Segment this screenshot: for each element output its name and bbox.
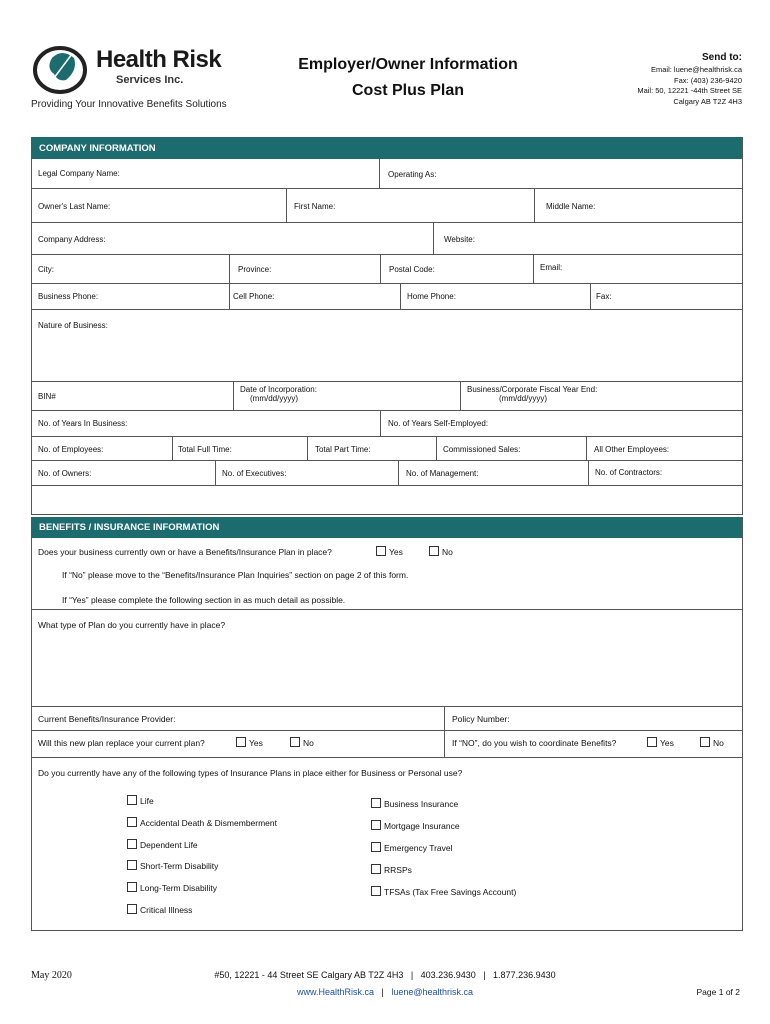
checkbox-icon [127, 860, 137, 870]
option-rrsps[interactable] [371, 864, 516, 886]
postal-code-field[interactable]: Postal Code: [389, 265, 435, 274]
management-field[interactable]: No. of Management: [406, 469, 479, 478]
option-std[interactable] [127, 860, 277, 882]
title-line-2: Cost Plus Plan [351, 82, 465, 99]
option-label: Emergency Travel [384, 843, 453, 853]
option-label: Dependent Life [140, 839, 198, 850]
option-business-insurance[interactable] [371, 798, 516, 820]
contractors-field[interactable]: No. of Contractors: [595, 468, 663, 477]
send-city: Calgary AB T2Z 4H3 [673, 96, 742, 106]
title-line-1: Employer/Owner Information [298, 56, 518, 73]
total-full-time-field[interactable]: Total Full Time: [178, 445, 232, 454]
footer-website-link[interactable]: www.HealthRisk.ca [296, 987, 374, 997]
employees-field[interactable]: No. of Employees: [38, 445, 104, 454]
replace-yes-label: Yes [249, 738, 263, 748]
incorporation-date-label: Date of Incorporation: [240, 385, 317, 394]
email-field[interactable]: Email: [540, 263, 563, 272]
logo-name: Health Risk [96, 46, 222, 73]
option-mortgage-insurance[interactable] [371, 820, 516, 842]
current-plan-no-label: No [442, 547, 453, 557]
option-ltd[interactable] [127, 882, 277, 904]
executives-field[interactable]: No. of Executives: [222, 469, 287, 478]
send-fax: Fax: (403) 236-9420 [674, 75, 742, 85]
checkbox-icon [371, 886, 381, 896]
option-label: Long-Term Disability [140, 883, 217, 894]
checkbox-icon [376, 546, 386, 556]
option-label: Mortgage Insurance [384, 821, 460, 831]
option-emergency-travel[interactable] [371, 842, 516, 864]
coordinate-question: If “NO”, do you wish to coordinate Benefits? [452, 738, 617, 748]
current-provider-field[interactable]: Current Benefits/Insurance Provider: [38, 714, 176, 724]
option-tfsas[interactable] [371, 886, 516, 908]
checkbox-icon [127, 904, 137, 914]
checkbox-icon [127, 795, 137, 805]
replace-no-label: No [303, 738, 314, 748]
footer-links [140, 987, 630, 997]
company-section-bar: COMPANY INFORMATION [31, 137, 742, 159]
option-label: TFSAs (Tax Free Savings Account) [384, 887, 517, 897]
if-yes-instruction: If “Yes” please complete the following section in as much detail as possible. [62, 595, 346, 605]
checkbox-icon [371, 820, 381, 830]
fiscal-year-end-label: Business/Corporate Fiscal Year End: [467, 385, 598, 394]
option-critical-illness[interactable] [127, 904, 277, 926]
checkbox-icon [647, 737, 657, 747]
right-options-list [371, 798, 516, 908]
left-options-list [127, 795, 277, 926]
option-label: Business Insurance [384, 799, 459, 809]
current-plan-no-checkbox[interactable] [429, 546, 453, 557]
tagline: Providing Your Innovative Benefits Solutions [31, 99, 227, 110]
owner-last-name-field[interactable]: Owner's Last Name: [38, 202, 111, 211]
current-plan-question: Does your business currently own or have a Benefits/Insurance Plan in place? [38, 547, 332, 557]
operating-as-field[interactable]: Operating As: [388, 170, 437, 179]
checkbox-icon [290, 737, 300, 747]
incorporation-date-field[interactable] [240, 385, 317, 403]
fiscal-year-end-format: (mm/dd/yyyy) [499, 394, 547, 403]
province-field[interactable]: Province: [238, 265, 272, 274]
years-in-business-field[interactable]: No. of Years In Business: [38, 419, 128, 428]
send-mail: Mail: 50, 12221 -44th Street SE [637, 86, 742, 95]
first-name-field[interactable]: First Name: [294, 202, 336, 211]
leaf-logo-icon [32, 40, 92, 96]
city-field[interactable]: City: [38, 265, 54, 274]
cell-phone-field[interactable]: Cell Phone: [233, 292, 275, 301]
option-label: Life [140, 796, 154, 806]
footer-address: #50, 12221 - 44 Street SE Calgary AB T2Z 4H3 | 403.236.9430 | 1.877.236.9430 [214, 970, 556, 980]
footer-date: May 2020 [31, 970, 72, 981]
bin-field[interactable]: BIN# [38, 392, 56, 401]
company-address-field[interactable]: Company Address: [38, 235, 106, 244]
checkbox-icon [700, 737, 710, 747]
coordinate-yes-checkbox[interactable] [647, 737, 674, 748]
logo [32, 40, 242, 98]
business-phone-field[interactable]: Business Phone: [38, 292, 99, 301]
benefits-section-bar: BENEFITS / INSURANCE INFORMATION [31, 517, 742, 538]
send-to-block [560, 52, 742, 107]
option-label: Short-Term Disability [140, 861, 219, 872]
checkbox-icon [371, 842, 381, 852]
option-life[interactable] [127, 795, 277, 817]
checkbox-icon [127, 882, 137, 892]
checkbox-icon [371, 798, 381, 808]
checkbox-icon [371, 864, 381, 874]
fiscal-year-end-field[interactable] [467, 385, 597, 403]
owners-field[interactable]: No. of Owners: [38, 469, 92, 478]
replace-plan-question: Will this new plan replace your current plan? [38, 738, 205, 748]
commissioned-sales-field[interactable]: Commissioned Sales: [443, 445, 521, 454]
send-email: Email: luene@healthrisk.ca [651, 65, 742, 74]
checkbox-icon [127, 817, 137, 827]
footer-email-link[interactable]: luene@healthrisk.ca [391, 987, 474, 997]
coordinate-yes-label: Yes [660, 738, 674, 748]
total-part-time-field[interactable]: Total Part Time: [315, 445, 371, 454]
footer-separator: | [381, 987, 384, 997]
option-label: Critical Illness [140, 904, 193, 915]
website-field[interactable]: Website: [444, 235, 475, 244]
current-plan-yes-checkbox[interactable] [376, 546, 403, 557]
option-add[interactable] [127, 817, 277, 839]
incorporation-date-format: (mm/dd/yyyy) [250, 394, 298, 403]
legal-name-field[interactable]: Legal Company Name: [38, 169, 120, 178]
fax-field[interactable]: Fax: [596, 292, 612, 301]
checkbox-icon [429, 546, 439, 556]
send-to-label: Send to: [702, 52, 742, 63]
middle-name-field[interactable]: Middle Name: [546, 202, 596, 211]
other-employees-field[interactable]: All Other Employees: [594, 445, 670, 454]
if-no-instruction: If “No” please move to the “Benefits/Insurance Plan Inquiries” section on page 2 of this form. [62, 570, 409, 580]
plan-type-field[interactable]: What type of Plan do you currently have in place? [38, 620, 226, 630]
option-label: RRSPs [384, 865, 412, 875]
page-number: Page 1 of 2 [696, 987, 740, 997]
option-dependent-life[interactable] [127, 839, 277, 861]
nature-of-business-field[interactable]: Nature of Business: [38, 321, 108, 330]
logo-sub: Services Inc. [116, 74, 184, 86]
checkbox-icon [236, 737, 246, 747]
replace-no-checkbox[interactable] [290, 737, 314, 748]
coordinate-no-label: No [713, 738, 724, 748]
plan-types-question: Do you currently have any of the following types of Insurance Plans in place either for Business or Personal use? [38, 768, 463, 778]
home-phone-field[interactable]: Home Phone: [407, 292, 456, 301]
replace-yes-checkbox[interactable] [236, 737, 263, 748]
policy-number-field[interactable]: Policy Number: [452, 714, 510, 724]
checkbox-icon [127, 839, 137, 849]
years-self-employed-field[interactable]: No. of Years Self-Employed: [388, 419, 489, 428]
current-plan-yes-label: Yes [389, 547, 403, 557]
option-label: Accidental Death & Dismemberment [140, 817, 278, 828]
coordinate-no-checkbox[interactable] [700, 737, 724, 748]
